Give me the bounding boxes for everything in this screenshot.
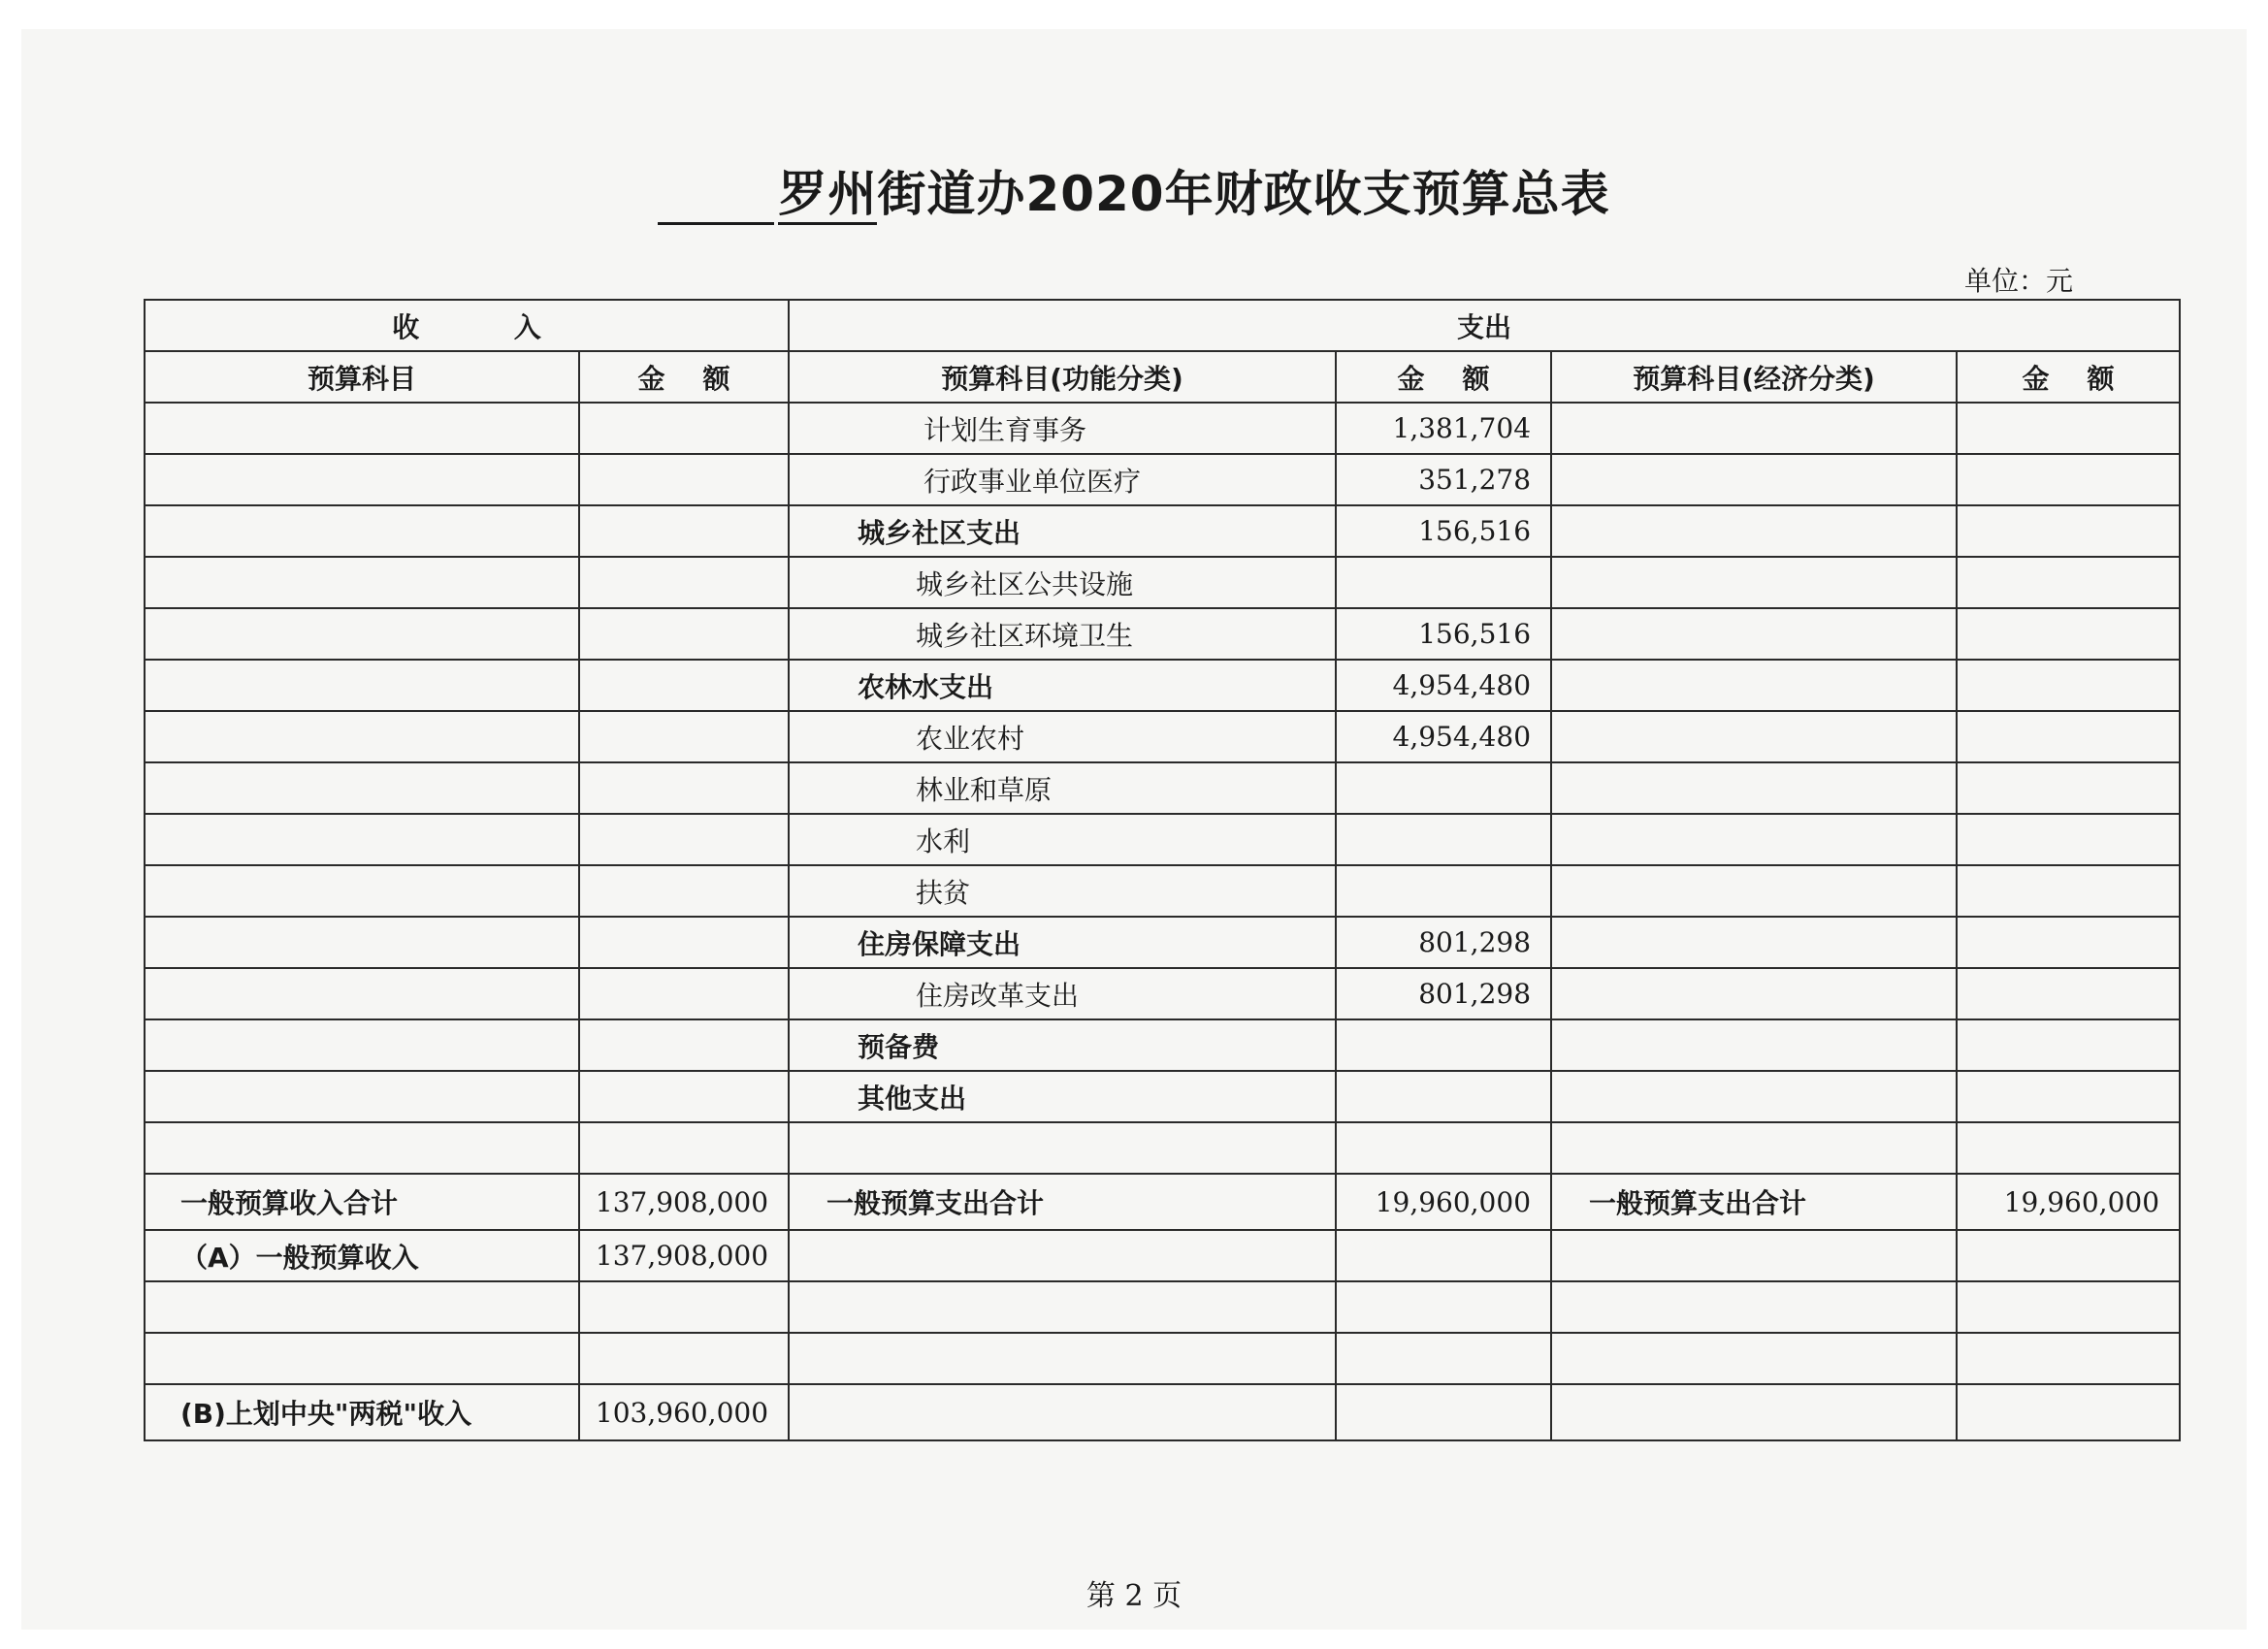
table-row-empty bbox=[145, 1333, 2180, 1384]
empty-cell bbox=[789, 1230, 1336, 1281]
income-amount-header: 金 额 bbox=[579, 351, 789, 403]
func-amount-cell: 156,516 bbox=[1336, 608, 1551, 660]
empty-cell bbox=[1957, 1384, 2180, 1440]
table-row bbox=[145, 814, 2180, 865]
title-text: 街道办2020年财政收支预算总表 bbox=[877, 166, 1610, 222]
income-subject-cell bbox=[145, 917, 579, 968]
func-amount-cell: 156,516 bbox=[1336, 505, 1551, 557]
empty-cell bbox=[579, 1122, 789, 1174]
econ-subject-cell bbox=[1551, 1071, 1957, 1122]
empty-cell bbox=[1957, 1281, 2180, 1333]
func-amount-cell bbox=[1336, 1019, 1551, 1071]
func-total-label: 一般预算支出合计 bbox=[789, 1174, 1336, 1230]
empty-cell bbox=[579, 1281, 789, 1333]
empty-cell bbox=[1551, 1384, 1957, 1440]
income-subject-cell bbox=[145, 1019, 579, 1071]
table-row bbox=[145, 762, 2180, 814]
income-amount-cell bbox=[579, 557, 789, 608]
empty-cell bbox=[789, 1122, 1336, 1174]
expense-header: 支出 bbox=[789, 300, 2180, 351]
empty-cell bbox=[1957, 1333, 2180, 1384]
table-row bbox=[145, 608, 2180, 660]
income-amount-cell bbox=[579, 505, 789, 557]
empty-cell bbox=[145, 1281, 579, 1333]
func-subject-cell: 扶贫 bbox=[789, 865, 1336, 917]
empty-cell bbox=[1957, 1122, 2180, 1174]
func-subject-cell: 水利 bbox=[789, 814, 1336, 865]
empty-cell bbox=[1551, 1122, 1957, 1174]
income-total-amount: 137,908,000 bbox=[579, 1174, 789, 1230]
econ-amount-cell bbox=[1957, 1019, 2180, 1071]
income-amount-cell bbox=[579, 608, 789, 660]
econ-amount-cell bbox=[1957, 454, 2180, 505]
func-amount-cell bbox=[1336, 814, 1551, 865]
econ-subject-cell bbox=[1551, 660, 1957, 711]
table-row bbox=[145, 1384, 2180, 1440]
econ-amount-cell bbox=[1957, 557, 2180, 608]
unit-label: 单位：元 bbox=[1964, 265, 2074, 297]
income-amount-cell bbox=[579, 454, 789, 505]
page-title bbox=[0, 155, 2268, 225]
income-subject-cell bbox=[145, 968, 579, 1019]
empty-cell bbox=[789, 1281, 1336, 1333]
econ-amount-cell bbox=[1957, 505, 2180, 557]
table-row bbox=[145, 660, 2180, 711]
econ-amount-cell bbox=[1957, 762, 2180, 814]
empty-cell bbox=[1336, 1384, 1551, 1440]
econ-subject-cell bbox=[1551, 711, 1957, 762]
func-amount-cell bbox=[1336, 1071, 1551, 1122]
func-amount-cell: 801,298 bbox=[1336, 968, 1551, 1019]
func-amount-cell: 801,298 bbox=[1336, 917, 1551, 968]
econ-total-label: 一般预算支出合计 bbox=[1551, 1174, 1957, 1230]
func-category-cell: 其他支出 bbox=[789, 1071, 1336, 1122]
econ-amount-cell bbox=[1957, 660, 2180, 711]
income-amount-cell bbox=[579, 1019, 789, 1071]
budget-table bbox=[144, 299, 2181, 1441]
econ-subject-cell bbox=[1551, 403, 1957, 454]
table-row bbox=[145, 557, 2180, 608]
totals-row bbox=[145, 1174, 2180, 1230]
func-amount-cell bbox=[1336, 762, 1551, 814]
func-amount-cell: 4,954,480 bbox=[1336, 711, 1551, 762]
empty-cell bbox=[1336, 1281, 1551, 1333]
table-row-empty bbox=[145, 1281, 2180, 1333]
income-subject-cell bbox=[145, 660, 579, 711]
income-amount-cell bbox=[579, 917, 789, 968]
table-row bbox=[145, 1071, 2180, 1122]
econ-subject-cell bbox=[1551, 917, 1957, 968]
econ-subject-cell bbox=[1551, 968, 1957, 1019]
func-amount-cell: 4,954,480 bbox=[1336, 660, 1551, 711]
empty-cell bbox=[579, 1333, 789, 1384]
income-subject-cell bbox=[145, 711, 579, 762]
func-amount-cell bbox=[1336, 557, 1551, 608]
econ-amount-cell bbox=[1957, 608, 2180, 660]
income-subject-cell bbox=[145, 505, 579, 557]
empty-cell bbox=[1957, 1230, 2180, 1281]
income-subject-cell bbox=[145, 1071, 579, 1122]
func-subject-cell: 计划生育事务 bbox=[789, 403, 1336, 454]
func-total-amount: 19,960,000 bbox=[1336, 1174, 1551, 1230]
empty-cell bbox=[1551, 1230, 1957, 1281]
income-subject-header: 预算科目 bbox=[145, 351, 579, 403]
table-row bbox=[145, 1019, 2180, 1071]
income-item-b-label: (B)上划中央"两税"收入 bbox=[145, 1384, 579, 1440]
empty-cell bbox=[145, 1333, 579, 1384]
econ-subject-cell bbox=[1551, 557, 1957, 608]
table-row bbox=[145, 454, 2180, 505]
income-subject-cell bbox=[145, 814, 579, 865]
income-subject-cell bbox=[145, 403, 579, 454]
econ-subject-header: 预算科目(经济分类) bbox=[1551, 351, 1957, 403]
table-row bbox=[145, 403, 2180, 454]
income-total-label: 一般预算收入合计 bbox=[145, 1174, 579, 1230]
econ-amount-header: 金 额 bbox=[1957, 351, 2180, 403]
econ-subject-cell bbox=[1551, 454, 1957, 505]
func-subject-cell: 林业和草原 bbox=[789, 762, 1336, 814]
econ-amount-cell bbox=[1957, 711, 2180, 762]
empty-cell bbox=[1336, 1122, 1551, 1174]
func-category-cell: 农林水支出 bbox=[789, 660, 1336, 711]
func-amount-cell: 351,278 bbox=[1336, 454, 1551, 505]
table-row bbox=[145, 968, 2180, 1019]
income-item-b-amount: 103,960,000 bbox=[579, 1384, 789, 1440]
table-row bbox=[145, 865, 2180, 917]
empty-cell bbox=[1551, 1281, 1957, 1333]
func-category-cell: 城乡社区支出 bbox=[789, 505, 1336, 557]
empty-cell bbox=[1551, 1333, 1957, 1384]
income-subject-cell bbox=[145, 865, 579, 917]
header-row-top bbox=[145, 300, 2180, 351]
econ-amount-cell bbox=[1957, 1071, 2180, 1122]
empty-cell bbox=[145, 1122, 579, 1174]
income-amount-cell bbox=[579, 968, 789, 1019]
econ-total-amount: 19,960,000 bbox=[1957, 1174, 2180, 1230]
func-amount-header: 金 额 bbox=[1336, 351, 1551, 403]
page-number: 第 2 页 bbox=[1085, 1579, 1183, 1613]
func-subject-cell: 城乡社区公共设施 bbox=[789, 557, 1336, 608]
func-category-cell: 住房保障支出 bbox=[789, 917, 1336, 968]
func-category-cell: 预备费 bbox=[789, 1019, 1336, 1071]
econ-subject-cell bbox=[1551, 608, 1957, 660]
econ-subject-cell bbox=[1551, 814, 1957, 865]
func-amount-cell: 1,381,704 bbox=[1336, 403, 1551, 454]
func-subject-cell: 农业农村 bbox=[789, 711, 1336, 762]
econ-subject-cell bbox=[1551, 1019, 1957, 1071]
econ-amount-cell bbox=[1957, 968, 2180, 1019]
table-row bbox=[145, 505, 2180, 557]
income-amount-cell bbox=[579, 660, 789, 711]
empty-cell bbox=[1336, 1230, 1551, 1281]
income-amount-cell bbox=[579, 711, 789, 762]
func-subject-cell: 住房改革支出 bbox=[789, 968, 1336, 1019]
econ-amount-cell bbox=[1957, 403, 2180, 454]
header-row-columns bbox=[145, 351, 2180, 403]
income-amount-cell bbox=[579, 403, 789, 454]
income-subject-cell bbox=[145, 608, 579, 660]
income-amount-cell bbox=[579, 762, 789, 814]
income-amount-cell bbox=[579, 814, 789, 865]
econ-amount-cell bbox=[1957, 814, 2180, 865]
table-row bbox=[145, 917, 2180, 968]
econ-amount-cell bbox=[1957, 917, 2180, 968]
econ-subject-cell bbox=[1551, 505, 1957, 557]
econ-subject-cell bbox=[1551, 865, 1957, 917]
econ-subject-cell bbox=[1551, 762, 1957, 814]
title-district-name: 罗州 bbox=[778, 166, 877, 225]
income-item-a-label: （A）一般预算收入 bbox=[145, 1230, 579, 1281]
table-row bbox=[145, 1230, 2180, 1281]
income-subject-cell bbox=[145, 454, 579, 505]
income-subject-cell bbox=[145, 762, 579, 814]
func-subject-header: 预算科目(功能分类) bbox=[789, 351, 1336, 403]
econ-amount-cell bbox=[1957, 865, 2180, 917]
income-header: 收 入 bbox=[145, 300, 789, 351]
empty-cell bbox=[789, 1384, 1336, 1440]
func-amount-cell bbox=[1336, 865, 1551, 917]
income-item-a-amount: 137,908,000 bbox=[579, 1230, 789, 1281]
func-subject-cell: 行政事业单位医疗 bbox=[789, 454, 1336, 505]
empty-cell bbox=[789, 1333, 1336, 1384]
income-subject-cell bbox=[145, 557, 579, 608]
title-underline-blank bbox=[658, 178, 774, 225]
income-amount-cell bbox=[579, 1071, 789, 1122]
empty-cell bbox=[1336, 1333, 1551, 1384]
table-row-empty bbox=[145, 1122, 2180, 1174]
income-amount-cell bbox=[579, 865, 789, 917]
func-subject-cell: 城乡社区环境卫生 bbox=[789, 608, 1336, 660]
table-row bbox=[145, 711, 2180, 762]
